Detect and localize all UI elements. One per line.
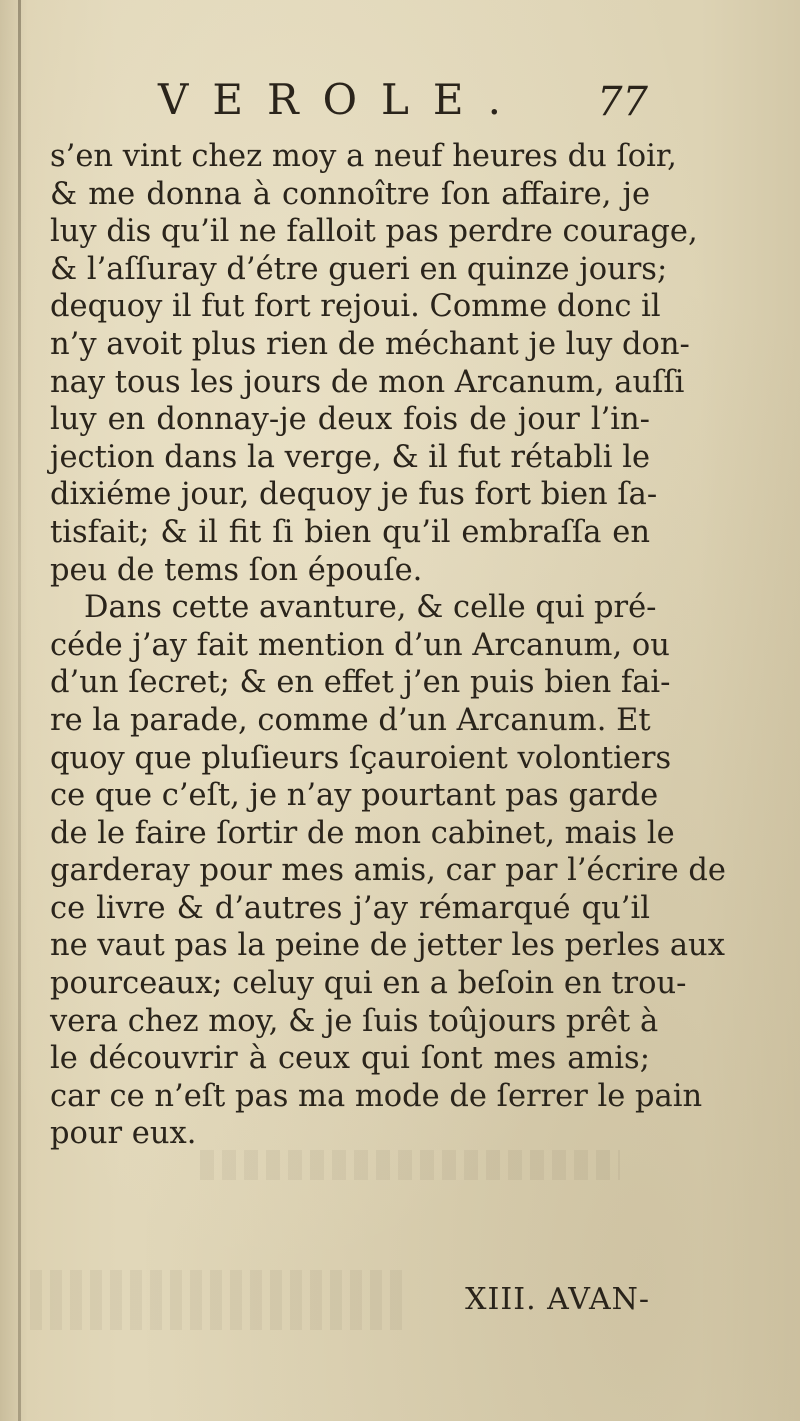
text-line: dequoy il fut fort rejoui. Comme donc il bbox=[50, 289, 661, 325]
text-line: s’en vint chez moy a neuf heures du ſoir, bbox=[50, 139, 677, 174]
running-head: VEROLE. bbox=[158, 75, 525, 124]
binding-gutter bbox=[18, 0, 21, 1421]
catchword: XIII. AVAN- bbox=[465, 1282, 650, 1317]
page-header bbox=[158, 70, 648, 130]
text-line: ce que c’eſt, je n’ay pourtant pas garde bbox=[50, 778, 659, 814]
text-line: de le faire ſortir de mon cabinet, mais le bbox=[50, 815, 675, 851]
show-through-text bbox=[30, 1270, 410, 1330]
text-line: & l’aſſuray d’étre gueri en quinze jours; bbox=[50, 251, 668, 287]
text-line: garderay pour mes amis, car par l’écrire de bbox=[50, 853, 726, 889]
text-line: le découvrir à ceux qui ſont mes amis; bbox=[50, 1041, 650, 1077]
text-line: d’un ſecret; & en effet j’en puis bien fai- bbox=[50, 665, 671, 701]
text-line: luy dis qu’il ne falloit pas perdre courage, bbox=[50, 214, 698, 250]
text-line: & me donna à connoître ſon affaire, je bbox=[50, 176, 650, 212]
text-line: luy en donnay-je deux fois de jour l’in- bbox=[50, 402, 650, 438]
text-line: quoy que pluſieurs ſçauroient volontiers bbox=[50, 740, 672, 776]
page-number: 77 bbox=[597, 79, 648, 125]
text-line: ne vaut pas la peine de jetter les perles aux bbox=[50, 928, 725, 964]
text-line: pour eux. bbox=[50, 1116, 197, 1152]
text-line: car ce n’eſt pas ma mode de ſerrer le pain bbox=[50, 1078, 703, 1114]
text-line: céde j’ay fait mention d’un Arcanum, ou bbox=[50, 627, 670, 663]
text-line: jection dans la verge, & il fut rétabli le bbox=[50, 439, 650, 475]
text-line: pourceaux; celuy qui en a beſoin en trou- bbox=[50, 966, 687, 1002]
show-through-text bbox=[200, 1150, 620, 1180]
body-text bbox=[50, 138, 726, 1153]
text-line: dixiéme jour, dequoy je fus fort bien ſa- bbox=[50, 477, 658, 513]
text-line: peu de tems ſon épouſe. bbox=[50, 552, 423, 588]
text-line: vera chez moy, & je ſuis toûjours prêt à bbox=[50, 1003, 659, 1039]
text-line: Dans cette avanture, & celle qui pré- bbox=[84, 590, 657, 626]
text-line: ce livre & d’autres j’ay rémarqué qu’il bbox=[50, 890, 650, 926]
text-line: n’y avoit plus rien de méchant je luy don- bbox=[50, 326, 690, 362]
text-line: tisfait; & il fit ſi bien qu’il embraſſa en bbox=[50, 514, 650, 550]
text-line: re la parade, comme d’un Arcanum. Et bbox=[50, 702, 651, 738]
text-line: nay tous les jours de mon Arcanum, auſſi bbox=[50, 364, 685, 400]
